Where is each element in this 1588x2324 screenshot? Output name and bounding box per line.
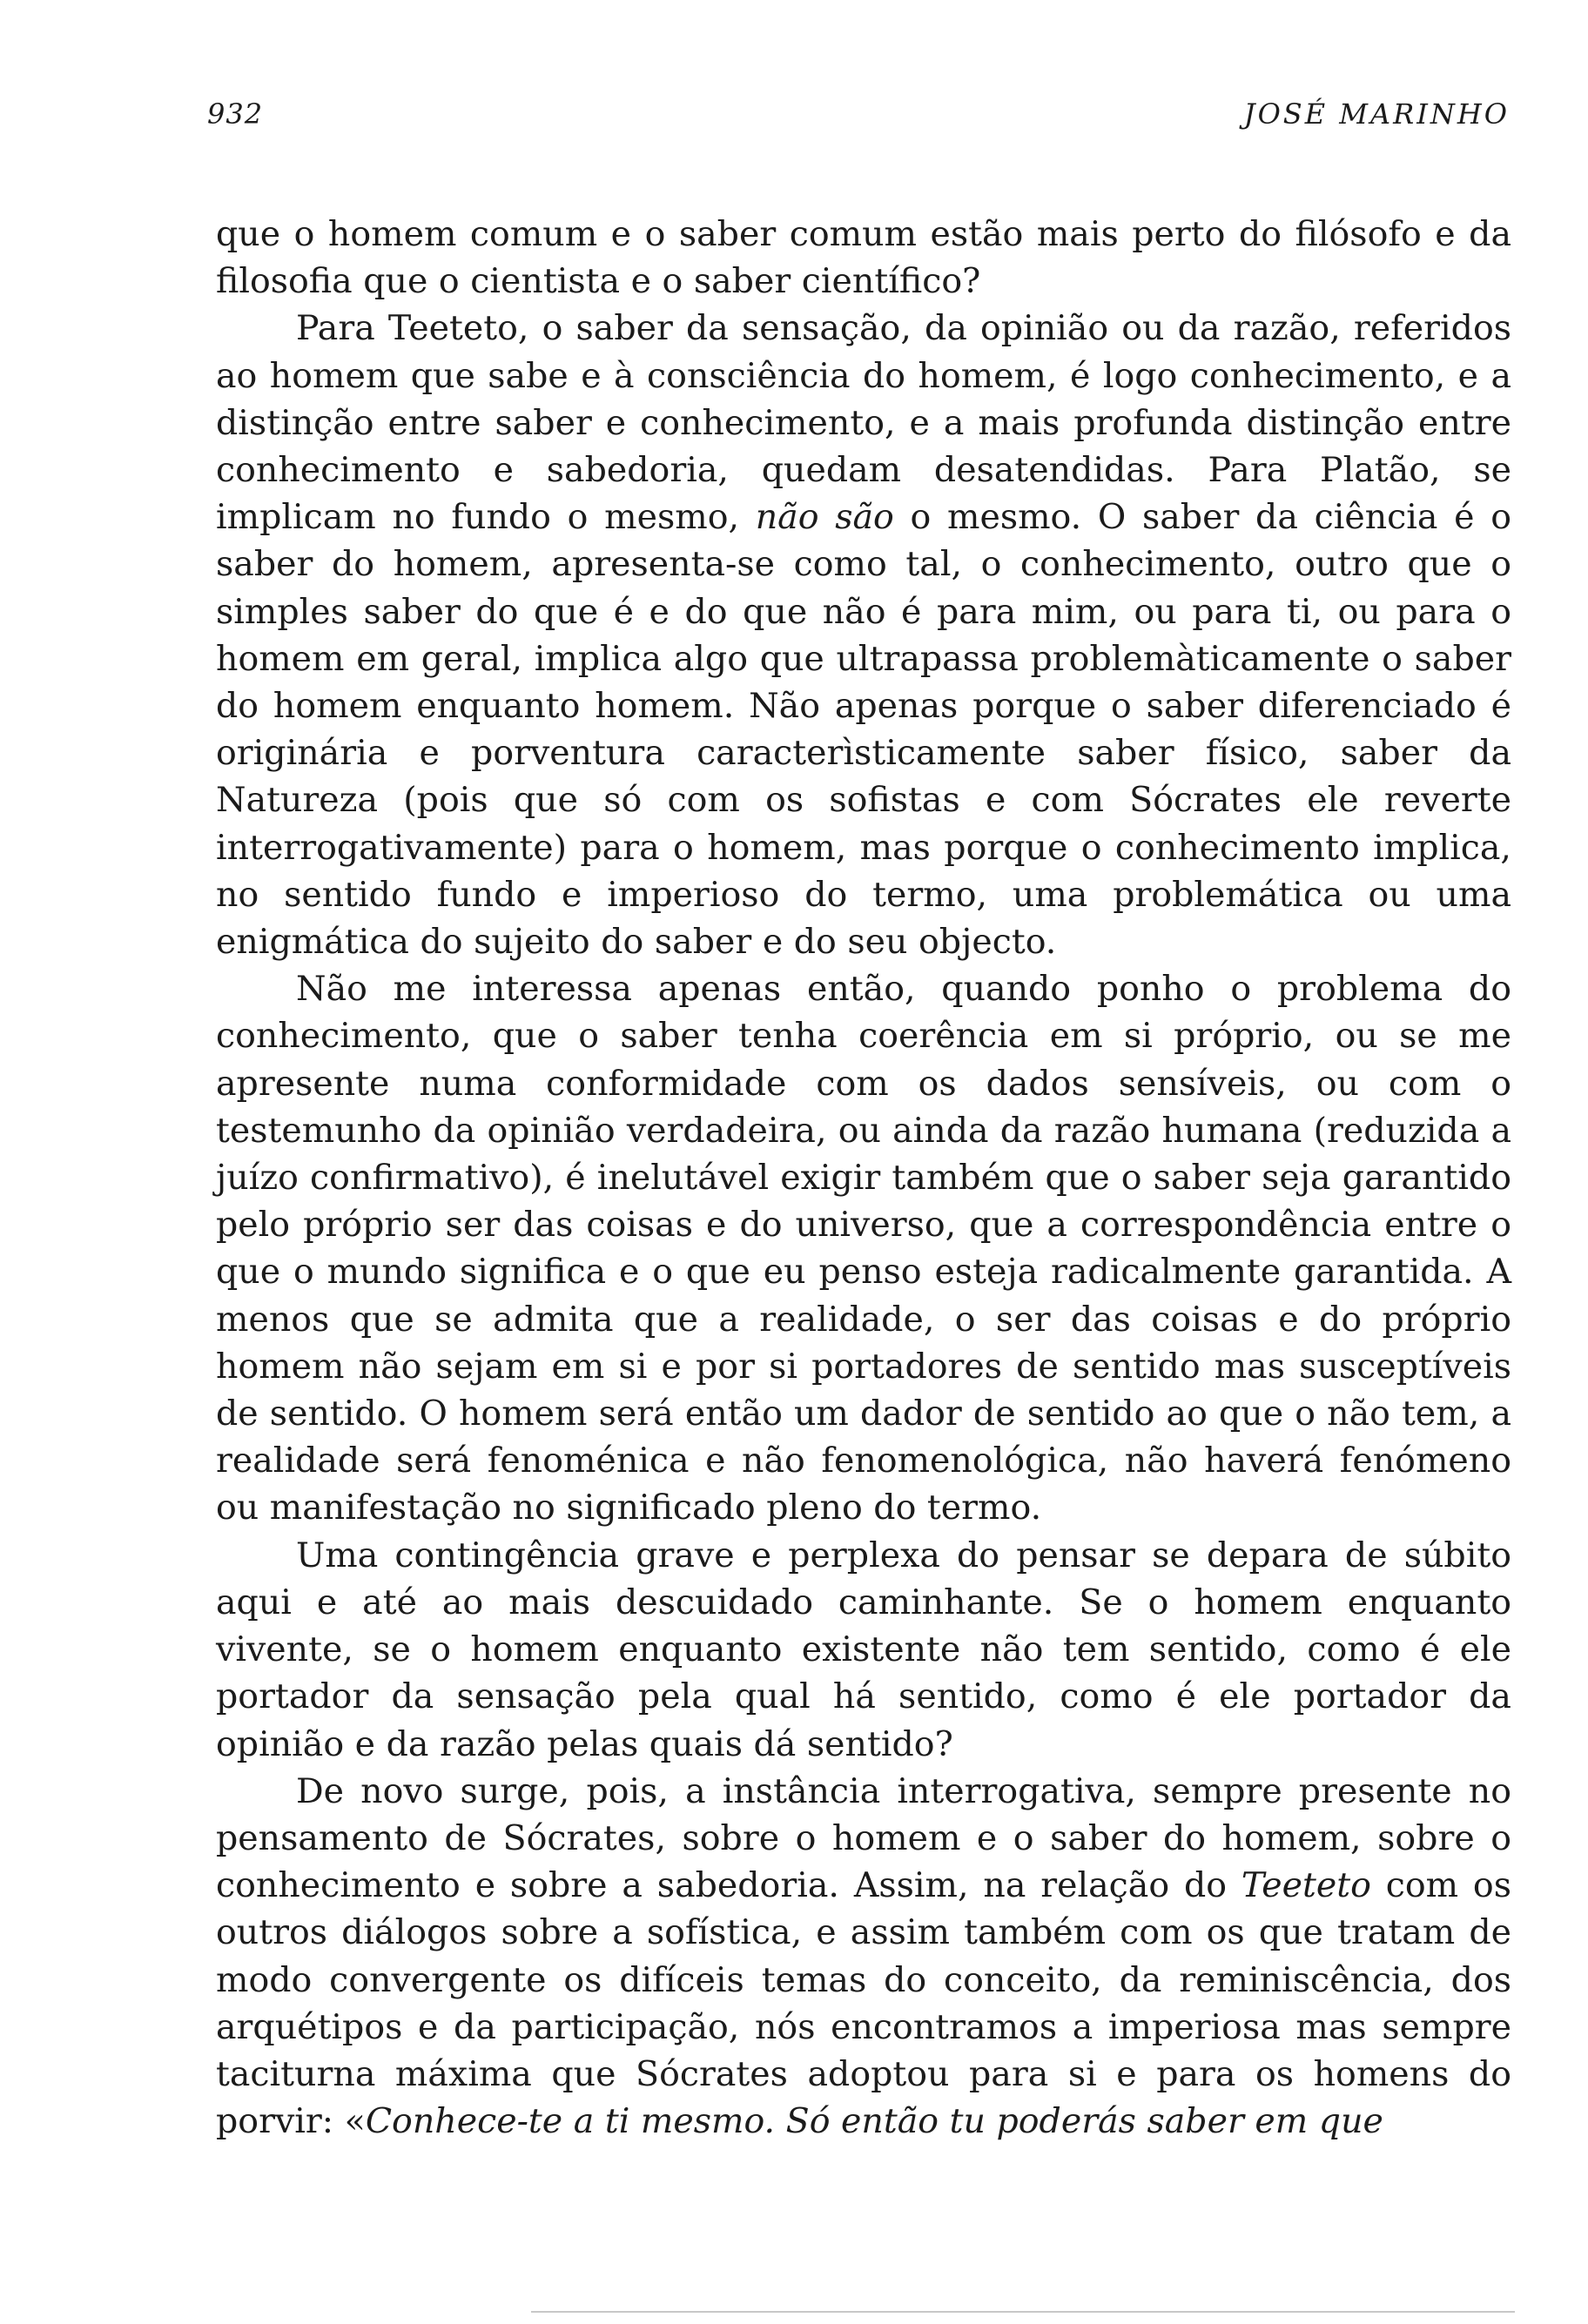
italic-quote: Conhece-te a ti mesmo. Só então tu poderás saber em que [365, 2101, 1383, 2142]
page-header [207, 97, 1510, 150]
paragraph-text: Para Teeteto, o saber da sensação, da opinião ou da razão, referidos ao homem que sabe e à consciência do homem, é logo conhecimento, e a distinção entre saber e conhecimento, e a mais profunda distinção entre conhecimento e sabedoria, quedam desatendidas. Para Platão, se implicam no fundo o mesmo, [216, 308, 1511, 538]
paragraph-text: De novo surge, pois, a instância interrogativa, sempre presente no pensamento de Sócrates, sobre o homem e o saber do homem, sobre o conhecimento e sobre a sabedoria. Assim, na relação do [216, 1770, 1511, 1906]
paragraph-5 [216, 1768, 1511, 2146]
paragraph-1 [216, 211, 1511, 305]
paragraph-2 [216, 305, 1511, 965]
paragraph-text: o mesmo. O saber da ciência é o saber do homem, apresenta-se como tal, o conhecimento, outro que o simples saber do que é e do que não é para mim, ou para ti, ou para o homem em geral, implica algo que ultrapassa problemàticamente o saber do homem enquanto homem. Não apenas porque o saber diferenciado é originária e porventura caracterìsticamente saber físico, saber da Natureza (pois que só com os sofistas e com Sócrates ele reverte interrogativamente) para o homem, mas porque o conhecimento implica, no sentido fundo e imperioso do termo, uma problemática ou uma enigmática do sujeito do saber e do seu objecto. [216, 497, 1511, 963]
paragraph-text: Uma contingência grave e perplexa do pensar se depara de súbito aqui e até ao mais descuidado caminhante. Se o homem enquanto vivente, se o homem enquanto existente não tem sentido, como é ele portador da sensação pela qual há sentido, como é ele portador da opinião e da razão pelas quais dá sentido? [216, 1535, 1511, 1764]
paragraph-3 [216, 965, 1511, 1531]
italic-phrase: não são [755, 497, 894, 538]
running-head: JOSÉ MARINHO [1243, 97, 1510, 131]
paragraph-text: que o homem comum e o saber comum estão mais perto do filósofo e da filosofia que o cientista e o saber científico? [216, 214, 1511, 302]
body-text [216, 211, 1511, 2145]
italic-title: Teeteto [1241, 1865, 1371, 1906]
page-number: 932 [207, 97, 264, 131]
footer-rule [531, 2311, 1515, 2313]
paragraph-text: Não me interessa apenas então, quando ponho o problema do conhecimento, que o saber tenha coerência em si próprio, ou se me apresente numa conformidade com os dados sensíveis, ou com o testemunho da opinião verdadeira, ou ainda da razão humana (reduzida a juízo confirmativo), é inelutável exigir também que o saber seja garantido pelo próprio ser das coisas e do universo, que a correspondência entre o que o mundo significa e o que eu penso esteja radicalmente garantida. A menos que se admita que a realidade, o ser das coisas e do próprio homem não sejam em si e por si portadores de sentido mas susceptíveis de sentido. O homem será então um dador de sentido ao que o não tem, a realidade será fenoménica e não fenomenológica, não haverá fenómeno ou manifestação no significado pleno do termo. [216, 969, 1511, 1528]
paragraph-text: com os outros diálogos sobre a sofística, e assim também com os que tratam de modo convergente os difíceis temas do conceito, da reminiscência, dos arquétipos e da participação, nós encontramos a imperiosa mas sempre taciturna máxima que Sócrates adoptou para si e para os homens do porvir: « [216, 1865, 1511, 2142]
paragraph-4 [216, 1532, 1511, 1768]
